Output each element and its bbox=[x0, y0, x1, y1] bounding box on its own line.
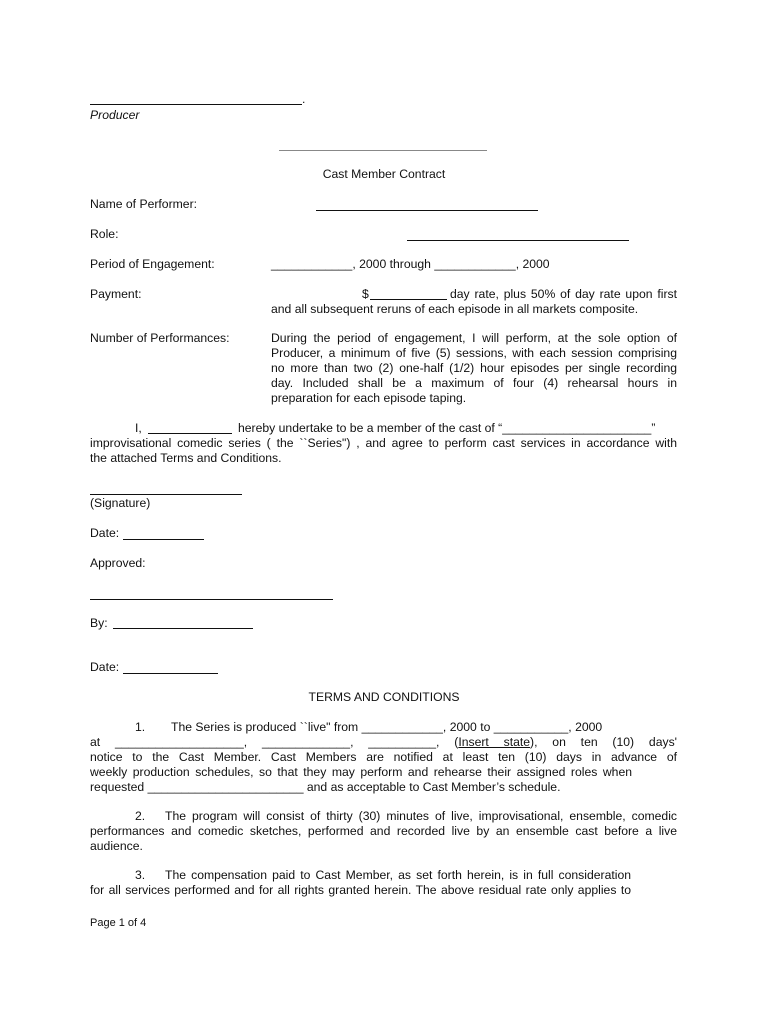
approved-label: Approved: bbox=[90, 556, 146, 570]
approved-signature-field[interactable] bbox=[90, 599, 333, 600]
term-1-line-2b: ), on ten (10) days' bbox=[530, 735, 677, 749]
role-label: Role: bbox=[90, 227, 119, 241]
date-label: Date: bbox=[90, 526, 120, 540]
producer-signature-line[interactable] bbox=[90, 104, 302, 105]
term-1-number: 1. bbox=[135, 720, 146, 734]
undertake-text-main: hereby undertake to be a member of the cast of “ bbox=[238, 421, 503, 435]
performances-text bbox=[271, 331, 677, 406]
by-label: By: bbox=[90, 616, 108, 630]
performances-line-5: preparation for each episode taping. bbox=[271, 391, 467, 405]
signature-field[interactable] bbox=[90, 494, 242, 495]
term-1-line-1: The Series is produced ``live" from ____________, 2000 to ___________, 2000 bbox=[171, 720, 603, 734]
term-2-number: 2. bbox=[135, 809, 146, 823]
date2-field[interactable] bbox=[123, 673, 218, 674]
performances-line-4: day. Included shall be a maximum of four (4) rehearsal hours in bbox=[271, 376, 677, 390]
performances-line-3: no more than two (2) one-half (1/2) hour episodes per single recording bbox=[271, 361, 677, 375]
performances-label: Number of Performances: bbox=[90, 331, 230, 345]
term-2-line-2: performances and comedic sketches, performed and recorded live by an ensemble cast before a live bbox=[90, 824, 677, 838]
date-field[interactable] bbox=[123, 539, 204, 540]
undertake-text bbox=[238, 421, 655, 435]
engagement-end-blank[interactable]: ____________ bbox=[434, 257, 516, 271]
term-3-line-2: for all services performed and for all rights granted herein. The above residual rate only applies to bbox=[90, 883, 631, 897]
producer-dot: . bbox=[302, 92, 306, 106]
payment-line-1: day rate, plus 50% of day rate upon first bbox=[450, 287, 677, 301]
performances-line-1: During the period of engagement, I will perform, at the sole option of bbox=[271, 331, 677, 345]
engagement-dates bbox=[271, 257, 550, 271]
term-1-line-3: notice to the Cast Member. Cast Members are notified at least ten (10) days in advance of bbox=[90, 750, 677, 764]
performer-label: Name of Performer: bbox=[90, 197, 198, 211]
date2-label: Date: bbox=[90, 660, 120, 674]
term-1-line-2 bbox=[90, 735, 677, 749]
payment-line-2: and all subsequent reruns of each episode in all markets composite. bbox=[271, 302, 639, 316]
series-name-blank[interactable]: ______________________ bbox=[502, 421, 652, 435]
page-number: Page 1 of 4 bbox=[90, 917, 147, 929]
payment-dollar: $ bbox=[362, 287, 369, 301]
undertake-line-2: improvisational comedic series ( the ``Series") , and agree to perform cast services in accordance with bbox=[90, 436, 677, 450]
term-1-line-5: requested _______________________ and as acceptable to Cast Member’s schedule. bbox=[90, 780, 561, 794]
term-1-line-4: weekly production schedules, so that they may perform and rehearse their assigned roles when bbox=[90, 765, 632, 779]
payment-label: Payment: bbox=[90, 287, 142, 301]
terms-title: TERMS AND CONDITIONS bbox=[308, 690, 460, 704]
performer-field[interactable] bbox=[316, 210, 538, 211]
engagement-label: Period of Engagement: bbox=[90, 257, 215, 271]
title-rule bbox=[279, 150, 487, 151]
engagement-through: , 2000 through bbox=[352, 257, 435, 271]
undertake-line-3: the attached Terms and Conditions. bbox=[90, 451, 282, 465]
signature-label: (Signature) bbox=[90, 496, 151, 510]
term-3-line-1: The compensation paid to Cast Member, as set forth herein, is in full consideration bbox=[165, 868, 631, 882]
term-3-number: 3. bbox=[135, 868, 146, 882]
term-1-line-2a: at ___________________, _____________, __________, ( bbox=[90, 735, 459, 749]
performances-line-2: Producer, a minimum of five (5) sessions, with each session comprising bbox=[271, 346, 677, 360]
role-field[interactable] bbox=[407, 240, 629, 241]
undertake-close-quote: ” bbox=[651, 421, 656, 435]
term-2-line-1: The program will consist of thirty (30) minutes of live, improvisational, ensemble, comedic bbox=[165, 809, 677, 823]
insert-state-link: Insert state bbox=[458, 735, 531, 749]
undertake-i: I, bbox=[135, 421, 142, 435]
engagement-start-blank[interactable]: ____________ bbox=[271, 257, 353, 271]
by-field[interactable] bbox=[113, 628, 253, 629]
engagement-end-year: , 2000 bbox=[515, 257, 550, 271]
term-2-line-3: audience. bbox=[90, 839, 143, 853]
producer-label: Producer bbox=[90, 108, 140, 122]
payment-rate-field[interactable] bbox=[370, 299, 447, 300]
cast-member-name-field[interactable] bbox=[148, 433, 232, 434]
page-title: Cast Member Contract bbox=[322, 167, 446, 181]
